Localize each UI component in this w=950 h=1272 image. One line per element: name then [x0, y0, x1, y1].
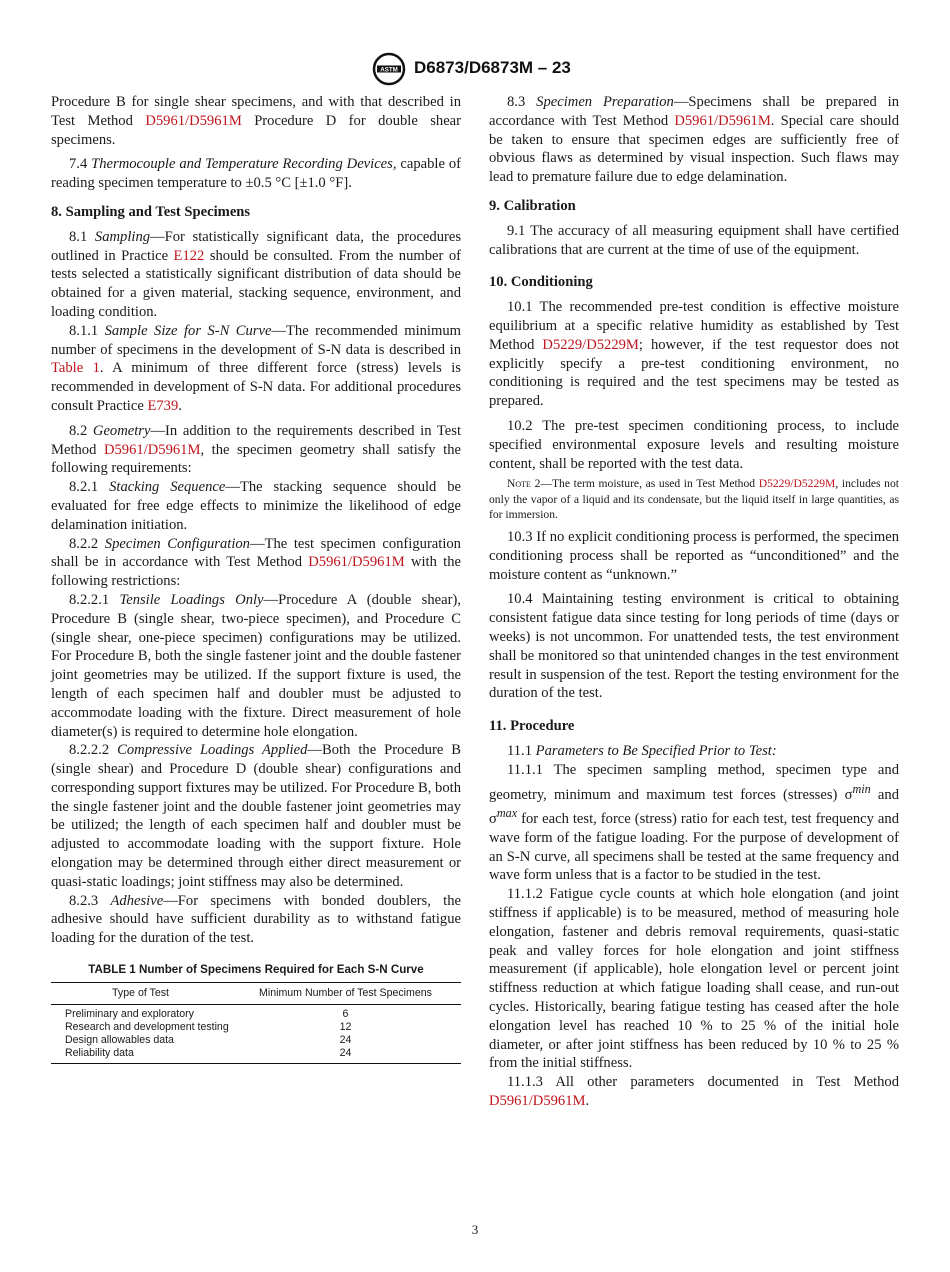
section-11-1-2: 11.1.2 Fatigue cycle counts at which hole elongation (and joint stiffness if applicable) is to be measured, method of measuring hole elongation, fastener and debris removal requirements, quasi-static peak and valley forces for hole elongation and joint stiffness measurement (if applicable), hole elongation level or percent joint stiffness reduction at which fatigue loading shall cease, and run-out cycles. Historically, bearing fatigue testing has ceased after the hole elongation level has reached 10 % to 25 % of the initial hole diameter, or after joint stiffness has been reduced by 10 % to 25 % from the initial stiffness.: [489, 886, 899, 1072]
table-cell: 24: [230, 1047, 461, 1064]
table-cell: Reliability data: [51, 1047, 230, 1064]
astm-logo-icon: [372, 52, 406, 86]
page-header: [0, 52, 950, 88]
section-9-1: 9.1 The accuracy of all measuring equipment shall have certified calibrations that are current at the time of use of the equipment.: [489, 222, 899, 258]
ref-link[interactable]: Table 1: [51, 360, 100, 377]
section-8-1-1: 8.1.1 Sample Size for S-N Curve—The recommended minimum number of specimens in the development of S-N data is described in Table 1. A minimum of three different force (stress) levels is recommended in development of S-N data. For additional procedures consult Practice E739.: [51, 322, 461, 414]
table-cell: 24: [339, 1034, 352, 1047]
section-heading-9: 9. Calibration: [489, 197, 576, 214]
section-8-2-1: 8.2.1 Stacking Sequence—The stacking sequence should be evaluated for free edge effects to minimize the likelihood of edge delamination initiation.: [51, 479, 462, 533]
table-header-row: [51, 983, 461, 1005]
section-8-3: 8.3 Specimen Preparation—Specimens shall be prepared in accordance with Test Method D5961/D5961M. Special care should be taken to ensure that specimen edges are sufficiently free of obvious flaws as determined by visual inspection. Such flaws may lead to premature failure due to edge delamination.: [489, 94, 900, 186]
section-10-1: 10.1 The recommended pre-test condition is effective moisture equilibrium at a specific relative humidity as established by Test Method D5229/D5229M; however, if the test requestor does not explicitly specify a pre-test conditioning environment, no conditioning is required and the test specimens may be tested as prepared.: [489, 299, 899, 410]
ref-link[interactable]: E122: [173, 247, 205, 264]
section-8-2-2-2: 8.2.2.2 Compressive Loadings Applied—Both the Procedure B (single shear) and Procedure D (double shear) configurations and corresponding support fixtures may be utilized. For Procedure B, both the single fastener joint and the double fastener joint geometries may be utilized; the length of each specimen half and doubler must be adjusted to accommodate loading with the support fixture. Hole elongation may be determined through either direct measurement or quasi-static loadings; joint stiffness may also be determined.: [51, 742, 462, 890]
ref-link[interactable]: D5961/D5961M: [489, 1092, 586, 1109]
table-cell: 6: [342, 1008, 349, 1021]
ref-link[interactable]: D5229/D5229M: [758, 477, 836, 491]
right-column: [489, 93, 899, 1111]
section-10-2: 10.2 The pre-test specimen conditioning process, to include specified environmental exposure levels and resulting moisture content, shall be reported with the test data.: [489, 417, 899, 472]
ref-link[interactable]: D5961/D5961M: [145, 112, 242, 129]
document-id: D6873/D6873M – 23: [414, 58, 571, 77]
paragraph-continued: Procedure B for single shear specimens, and with that described in Test Method D5961/D5961M Procedure D for double shear specimens.: [51, 94, 462, 148]
ref-link[interactable]: D5229/D5229M: [542, 336, 639, 353]
table-cell: Design allowables data: [65, 1034, 174, 1047]
table-cell: Preliminary and exploratory: [65, 1008, 194, 1021]
table-row: [51, 1005, 461, 1022]
ref-link[interactable]: D5961/D5961M: [308, 554, 405, 571]
table-row: [51, 1034, 461, 1047]
table-row: [51, 1047, 461, 1064]
ref-link[interactable]: E739: [147, 397, 179, 414]
section-11-1-3: 11.1.3 All other parameters documented in Test Method D5961/D5961M.: [489, 1074, 899, 1109]
section-8-1: 8.1 Sampling—For statistically significant data, the procedures outlined in Practice E122 should be consulted. From the number of tests selected a statistically significant distribution of data should be obtained for a given material, stacking sequence, environment, and loading condition.: [51, 228, 462, 320]
svg-text:ASTM: ASTM: [380, 66, 398, 74]
section-8-2-3: 8.2.3 Adhesive—For specimens with bonded doublers, the adhesive should have sufficient durability as to withstand fatigue loading for the duration of the test.: [51, 892, 461, 947]
table-header-type: Type of Test: [51, 983, 230, 1005]
section-10-4: 10.4 Maintaining testing environment is critical to obtaining consistent fatigue data since testing for long periods of time (days or weeks) is not uncommon. For unattended tests, the test environment shall be monitored so that unintended changes in the test environment result in suspension of the test. Report the testing environment for the duration of the test.: [489, 591, 899, 702]
table-cell: 12: [339, 1021, 352, 1034]
table-row: [51, 1021, 461, 1034]
section-heading-11: 11. Procedure: [489, 718, 575, 735]
ref-link[interactable]: D5961/D5961M: [103, 441, 201, 458]
table-cell: Research and development testing: [65, 1021, 229, 1034]
section-8-2: 8.2 Geometry—In addition to the requirements described in Test Method D5961/D5961M, the specimen geometry shall satisfy the following requirements:: [51, 422, 462, 477]
section-8-2-2: 8.2.2 Specimen Configuration—The test specimen configuration shall be in accordance with Test Method D5961/D5961M with the following restrictions:: [51, 535, 461, 590]
specimen-table: [51, 982, 461, 1064]
section-7-4: 7.4 Thermocouple and Temperature Recording Devices, capable of reading specimen temperature to ±0.5 °C [±1.0 °F].: [51, 156, 461, 192]
page-number: 3: [471, 1222, 479, 1237]
section-heading-10: 10. Conditioning: [489, 274, 593, 291]
table-header-min: Minimum Number of Test Specimens: [230, 983, 461, 1005]
section-11-1: 11.1 Parameters to Be Specified Prior to Test:: [507, 742, 777, 759]
note-2: Note 2—The term moisture, as used in Test Method D5229/D5229M, includes not only the vapor of a liquid and its condensate, but the liquid itself in large quantities, as for immersion.: [489, 477, 899, 521]
section-10-3: 10.3 If no explicit conditioning process is performed, the specimen conditioning process shall be reported as “unconditioned” and the moisture content as “unknown.”: [489, 528, 899, 583]
table-title: TABLE 1 Number of Specimens Required for Each S-N Curve: [88, 963, 424, 977]
left-column: [51, 93, 461, 1064]
section-11-1-1: 11.1.1 The specimen sampling method, specimen type and geometry, minimum and maximum test forces (stresses) $\sigma^{min}$ and $\sigma^{max}$ for each test, force (stress) ratio for each test, test frequency and wave form of the fatigue loading. For the purpose of development of an S-N curve, all specimens shall be tested at the same frequency and wave form unless that is a factor to be studied in the test.: [489, 761, 899, 884]
section-8-2-2-1: 8.2.2.1 Tensile Loadings Only—Procedure A (double shear), Procedure B (single shear, two-piece specimen), and Procedure C (single shear, one-piece specimen) configurations may be utilized. For Procedure B, both the single fastener joint and the double fastener joint geometries may be utilized. If the support fixture is used, the length of each specimen half and doubler must be adjusted to accommodate loading with the fixture. Direct measurement of hole diameter(s) is required to determine hole elongation.: [51, 591, 461, 740]
section-heading-8: 8. Sampling and Test Specimens: [51, 203, 251, 220]
ref-link[interactable]: D5961/D5961M: [674, 112, 771, 129]
